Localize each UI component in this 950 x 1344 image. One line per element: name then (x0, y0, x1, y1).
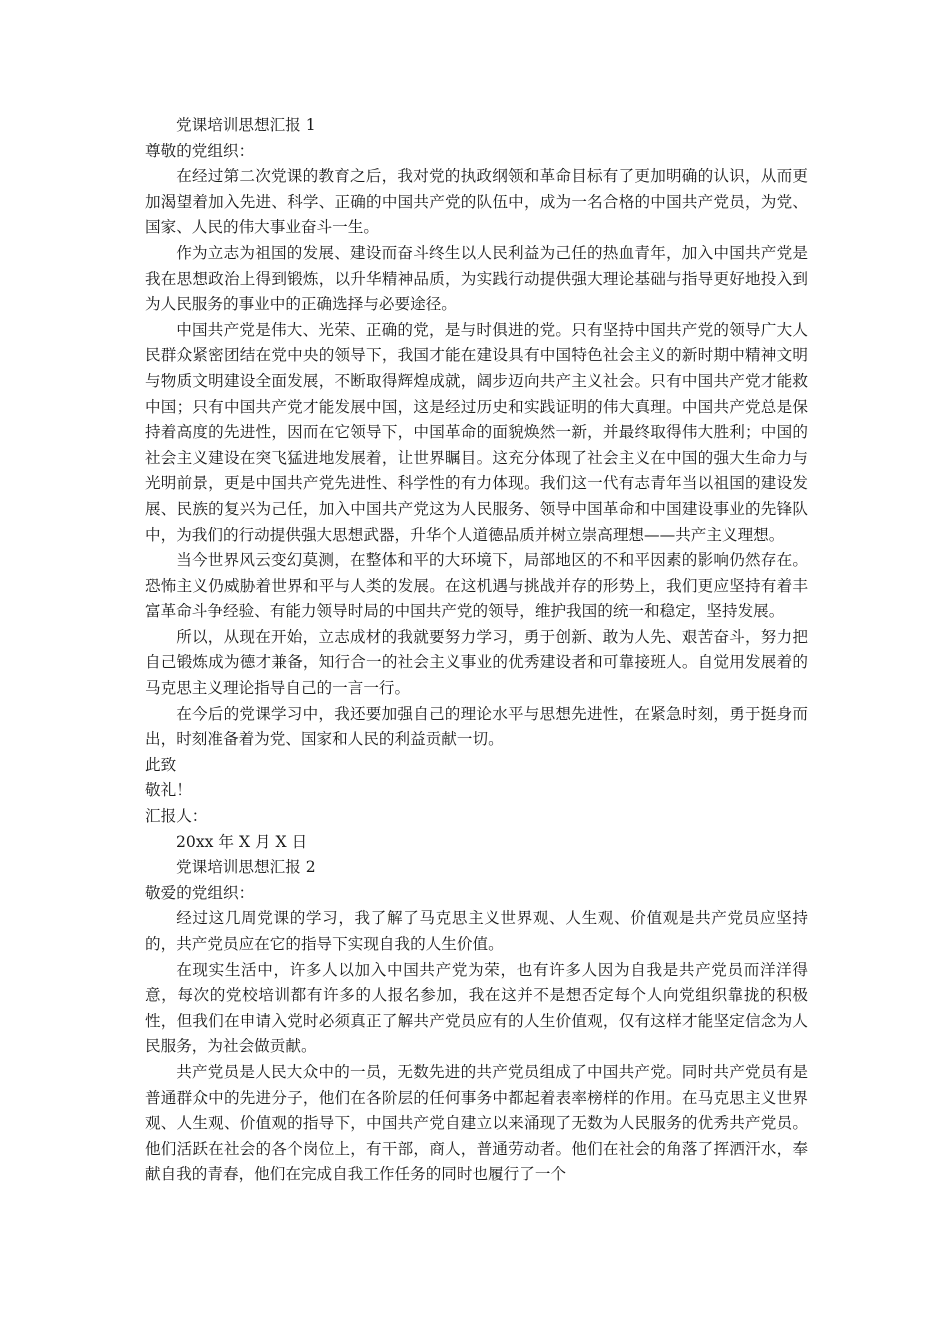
report2-title: 党课培训思想汇报 2 (176, 858, 316, 877)
report1-reporter: 汇报人： (145, 807, 208, 826)
report1-regards: 敬礼！ (145, 781, 192, 800)
report2-paragraph: 共产党员是人民大众中的一员，无数先进的共产党员组成了中国共产党。同时共产党员有是普通群众中的先进分子，他们在各阶层的任何事务中都起着表率榜样的作用。在马克思主义世界观、人生观、价值观的指导下，中国共产党自建立以来涌现了无数为人民服务的优秀共产党员。他们活跃在社会的各个岗位上，有干部，商人，普通劳动者。他们在社会的角落了挥洒汗水，奉献自我的青春，他们在完成自我工作任务的同时也履行了一个 (145, 1062, 808, 1184)
report2-salutation: 敬爱的党组织： (145, 883, 255, 902)
report1-closing: 此致 (145, 755, 177, 774)
report1-paragraph: 作为立志为祖国的发展、建设而奋斗终生以人民利益为己任的热血青年，加入中国共产党是我在思想政治上得到锻炼，以升华精神品质，为实践行动提供强大理论基础与指导更好地投入到为人民服务的事业中的正确选择与必要途径。 (145, 243, 808, 314)
report1-date: 20xx 年 X 月 X 日 (176, 832, 308, 851)
report1-paragraph: 中国共产党是伟大、光荣、正确的党，是与时俱进的党。只有坚持中国共产党的领导广大人民群众紧密团结在党中央的领导下，我国才能在建设具有中国特色社会主义的新时期中精神文明与物质文明建设全面发展，不断取得辉煌成就，阔步迈向共产主义社会。只有中国共产党才能救中国；只有中国共产党才能发展中国，这是经过历史和实践证明的伟大真理。中国共产党总是保持着高度的先进性，因而在它领导下，中国革命的面貌焕然一新，并最终取得伟大胜利；中国的社会主义建设在突飞猛进地发展着，让世界瞩目。这充分体现了社会主义在中国的强大生命力与光明前景，更是中国共产党先进性、科学性的有力体现。我们这一代有志青年当以祖国的建设发展、民族的复兴为己任，加入中国共产党这为人民服务、领导中国革命和中国建设事业的先锋队中，为我们的行动提供强大思想武器，升华个人道德品质并树立崇高理想——共产主义理想。 (145, 320, 808, 544)
report2-paragraph: 经过这几周党课的学习，我了解了马克思主义世界观、人生观、价值观是共产党员应坚持的，共产党员应在它的指导下实现自我的人生价值。 (145, 909, 808, 953)
document-page (145, 113, 808, 1188)
report1-paragraph: 在经过第二次党课的教育之后，我对党的执政纲领和革命目标有了更加明确的认识，从而更加渴望着加入先进、科学、正确的中国共产党的队伍中，成为一名合格的中国共产党员，为党、国家、人民的伟大事业奋斗一生。 (145, 167, 808, 237)
report1-paragraph: 在今后的党课学习中，我还要加强自己的理论水平与思想先进性，在紧急时刻，勇于挺身而出，时刻准备着为党、国家和人民的利益贡献一切。 (145, 704, 808, 749)
report2-paragraph: 在现实生活中，许多人以加入中国共产党为荣，也有许多人因为自我是共产党员而洋洋得意，每次的党校培训都有许多的人报名参加，我在这并不是想否定每个人向党组织靠拢的积极性，但我们在申请入党时必须真正了解共产党员应有的人生价值观，仅有这样才能坚定信念为人民服务，为社会做贡献。 (145, 960, 808, 1056)
report1-paragraph: 所以，从现在开始，立志成材的我就要努力学习，勇于创新、敢为人先、艰苦奋斗，努力把自己锻炼成为德才兼备，知行合一的社会主义事业的优秀建设者和可靠接班人。自觉用发展着的马克思主义理论指导自己的一言一行。 (145, 627, 808, 698)
report1-salutation: 尊敬的党组织： (145, 141, 255, 160)
report1-title: 党课培训思想汇报 1 (176, 116, 316, 134)
report1-paragraph: 当今世界风云变幻莫测，在整体和平的大环境下，局部地区的不和平因素的影响仍然存在。恐怖主义仍威胁着世界和平与人类的发展。在这机遇与挑战并存的形势上，我们更应坚持有着丰富革命斗争经验、有能力领导时局的中国共产党的领导，维护我国的统一和稳定，坚持发展。 (145, 551, 808, 621)
